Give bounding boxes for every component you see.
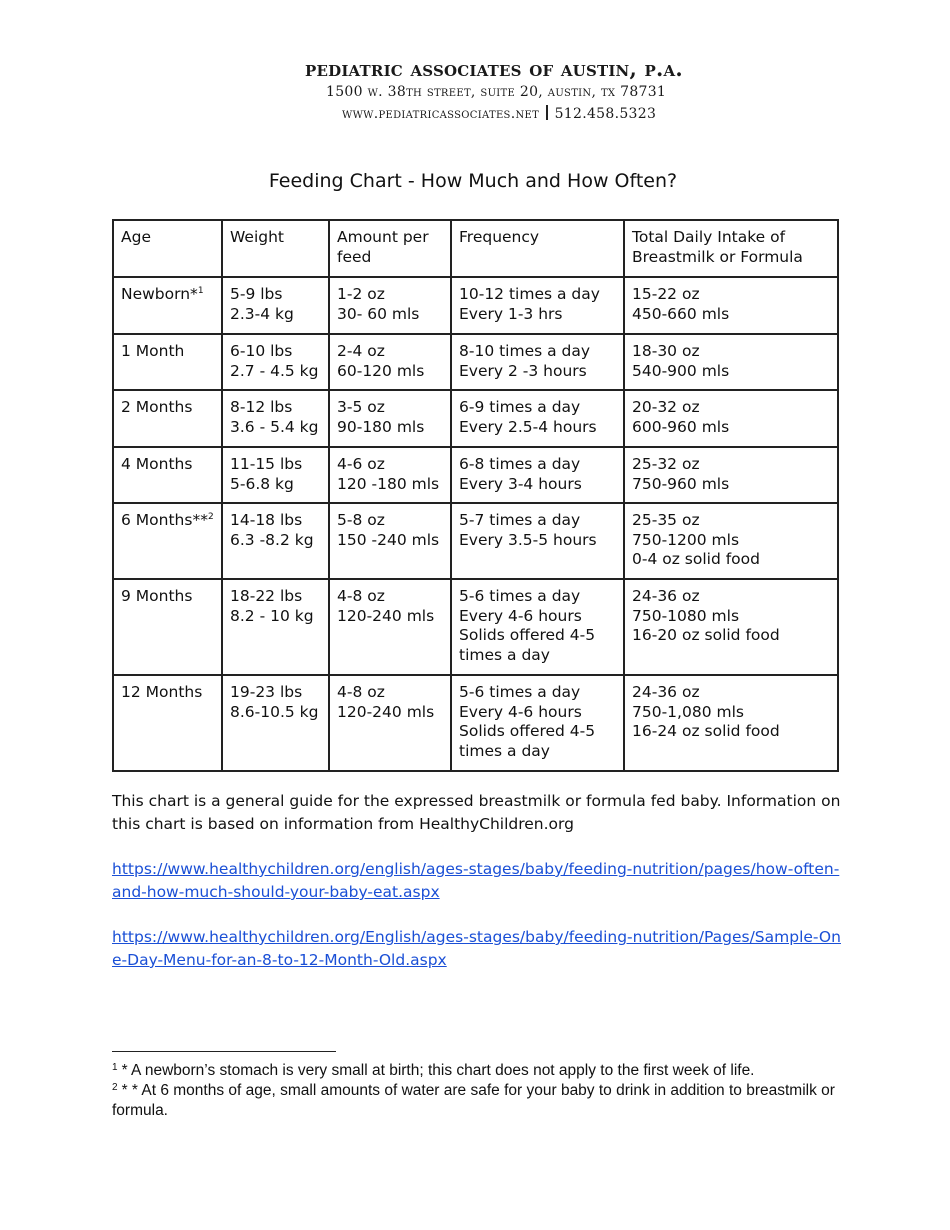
practice-website: www.pediatricassociates.net <box>342 106 540 122</box>
cell-age: 1 Month <box>113 334 222 390</box>
cell-age <box>113 503 222 579</box>
practice-address: 1500 w. 38th street, suite 20, austin, tx 78731 <box>326 84 667 100</box>
footnote-2 <box>112 1078 842 1121</box>
link-how-much-feed[interactable]: https://www.healthychildren.org/english/ages-stages/baby/feeding-nutrition/pages/how-often-and-how-much-should-your-baby-eat.aspx <box>112 860 840 901</box>
cell-weight: 19-23 lbs 8.6-10.5 kg <box>222 675 329 771</box>
header-frequency: Frequency <box>451 220 624 277</box>
footnote-text: * A newborn’s stomach is very small at birth; this chart does not apply to the first week of life. <box>121 1062 755 1079</box>
footnote-number: 2 <box>112 1082 118 1093</box>
footnote-ref: 1 <box>197 286 204 296</box>
cell-total: 15-22 oz 450-660 mls <box>624 277 838 334</box>
cell-weight: 6-10 lbs 2.7 - 4.5 kg <box>222 334 329 390</box>
cell-weight: 18-22 lbs 8.2 - 10 kg <box>222 579 329 675</box>
footnote-divider <box>112 1051 336 1052</box>
cell-frequency: 8-10 times a day Every 2 -3 hours <box>451 334 624 390</box>
table-row <box>113 334 838 390</box>
footnote-number: 1 <box>112 1062 118 1073</box>
footnote-ref: 2 <box>207 512 214 522</box>
cell-frequency: 5-6 times a day Every 4-6 hours Solids offered 4-5 times a day <box>451 579 624 675</box>
table-header-row <box>113 220 838 277</box>
practice-phone: 512.458.5323 <box>554 106 657 122</box>
cell-amount: 4-6 oz 120 -180 mls <box>329 447 451 503</box>
cell-weight: 11-15 lbs 5-6.8 kg <box>222 447 329 503</box>
cell-weight: 8-12 lbs 3.6 - 5.4 kg <box>222 390 329 447</box>
table-row <box>113 503 838 579</box>
link-sample-menu[interactable]: https://www.healthychildren.org/English/ages-stages/baby/feeding-nutrition/Pages/Sample-One-Day-Menu-for-an-8-to-12-Month-Old.aspx <box>112 928 841 969</box>
header-total: Total Daily Intake of Breastmilk or Formula <box>624 220 838 277</box>
cell-weight: 5-9 lbs 2.3-4 kg <box>222 277 329 334</box>
feeding-table <box>112 219 839 772</box>
practice-contact <box>342 105 656 122</box>
table-row <box>113 579 838 675</box>
intro-paragraph: This chart is a general guide for the expressed breastmilk or formula fed baby. Information on this chart is based on information from HealthyChildren.org <box>112 792 841 833</box>
cell-amount: 5-8 oz 150 -240 mls <box>329 503 451 579</box>
age-label: 6 Months** <box>121 511 208 529</box>
header-amount: Amount per feed <box>329 220 451 277</box>
cell-total: 24-36 oz 750-1080 mls 16-20 oz solid food <box>624 579 838 675</box>
page-title: Feeding Chart - How Much and How Often? <box>268 170 678 192</box>
cell-total: 18-30 oz 540-900 mls <box>624 334 838 390</box>
cell-age: 9 Months <box>113 579 222 675</box>
cell-total: 25-32 oz 750-960 mls <box>624 447 838 503</box>
practice-name: pediatric associates of austin, p.a. <box>305 56 683 81</box>
cell-age: 4 Months <box>113 447 222 503</box>
cell-age <box>113 277 222 334</box>
cell-frequency: 6-9 times a day Every 2.5-4 hours <box>451 390 624 447</box>
table-row <box>113 447 838 503</box>
cell-frequency: 5-7 times a day Every 3.5-5 hours <box>451 503 624 579</box>
cell-total: 20-32 oz 600-960 mls <box>624 390 838 447</box>
cell-amount: 4-8 oz 120-240 mls <box>329 579 451 675</box>
header-age: Age <box>113 220 222 277</box>
cell-amount: 4-8 oz 120-240 mls <box>329 675 451 771</box>
age-label: Newborn* <box>121 285 198 303</box>
cell-total: 25-35 oz 750-1200 mls 0-4 oz solid food <box>624 503 838 579</box>
header-weight: Weight <box>222 220 329 277</box>
cell-frequency: 5-6 times a day Every 4-6 hours Solids offered 4-5 times a day <box>451 675 624 771</box>
cell-total: 24-36 oz 750-1,080 mls 16-24 oz solid food <box>624 675 838 771</box>
cell-amount: 1-2 oz 30- 60 mls <box>329 277 451 334</box>
cell-amount: 2-4 oz 60-120 mls <box>329 334 451 390</box>
cell-weight: 14-18 lbs 6.3 -8.2 kg <box>222 503 329 579</box>
cell-age: 12 Months <box>113 675 222 771</box>
contact-divider <box>546 105 548 120</box>
table-row <box>113 277 838 334</box>
cell-age: 2 Months <box>113 390 222 447</box>
cell-frequency: 6-8 times a day Every 3-4 hours <box>451 447 624 503</box>
footnote-text: * * At 6 months of age, small amounts of water are safe for your baby to drink in addition to breastmilk or formula. <box>112 1082 835 1119</box>
cell-frequency: 10-12 times a day Every 1-3 hrs <box>451 277 624 334</box>
cell-amount: 3-5 oz 90-180 mls <box>329 390 451 447</box>
table-row <box>113 675 838 771</box>
table-row <box>113 390 838 447</box>
